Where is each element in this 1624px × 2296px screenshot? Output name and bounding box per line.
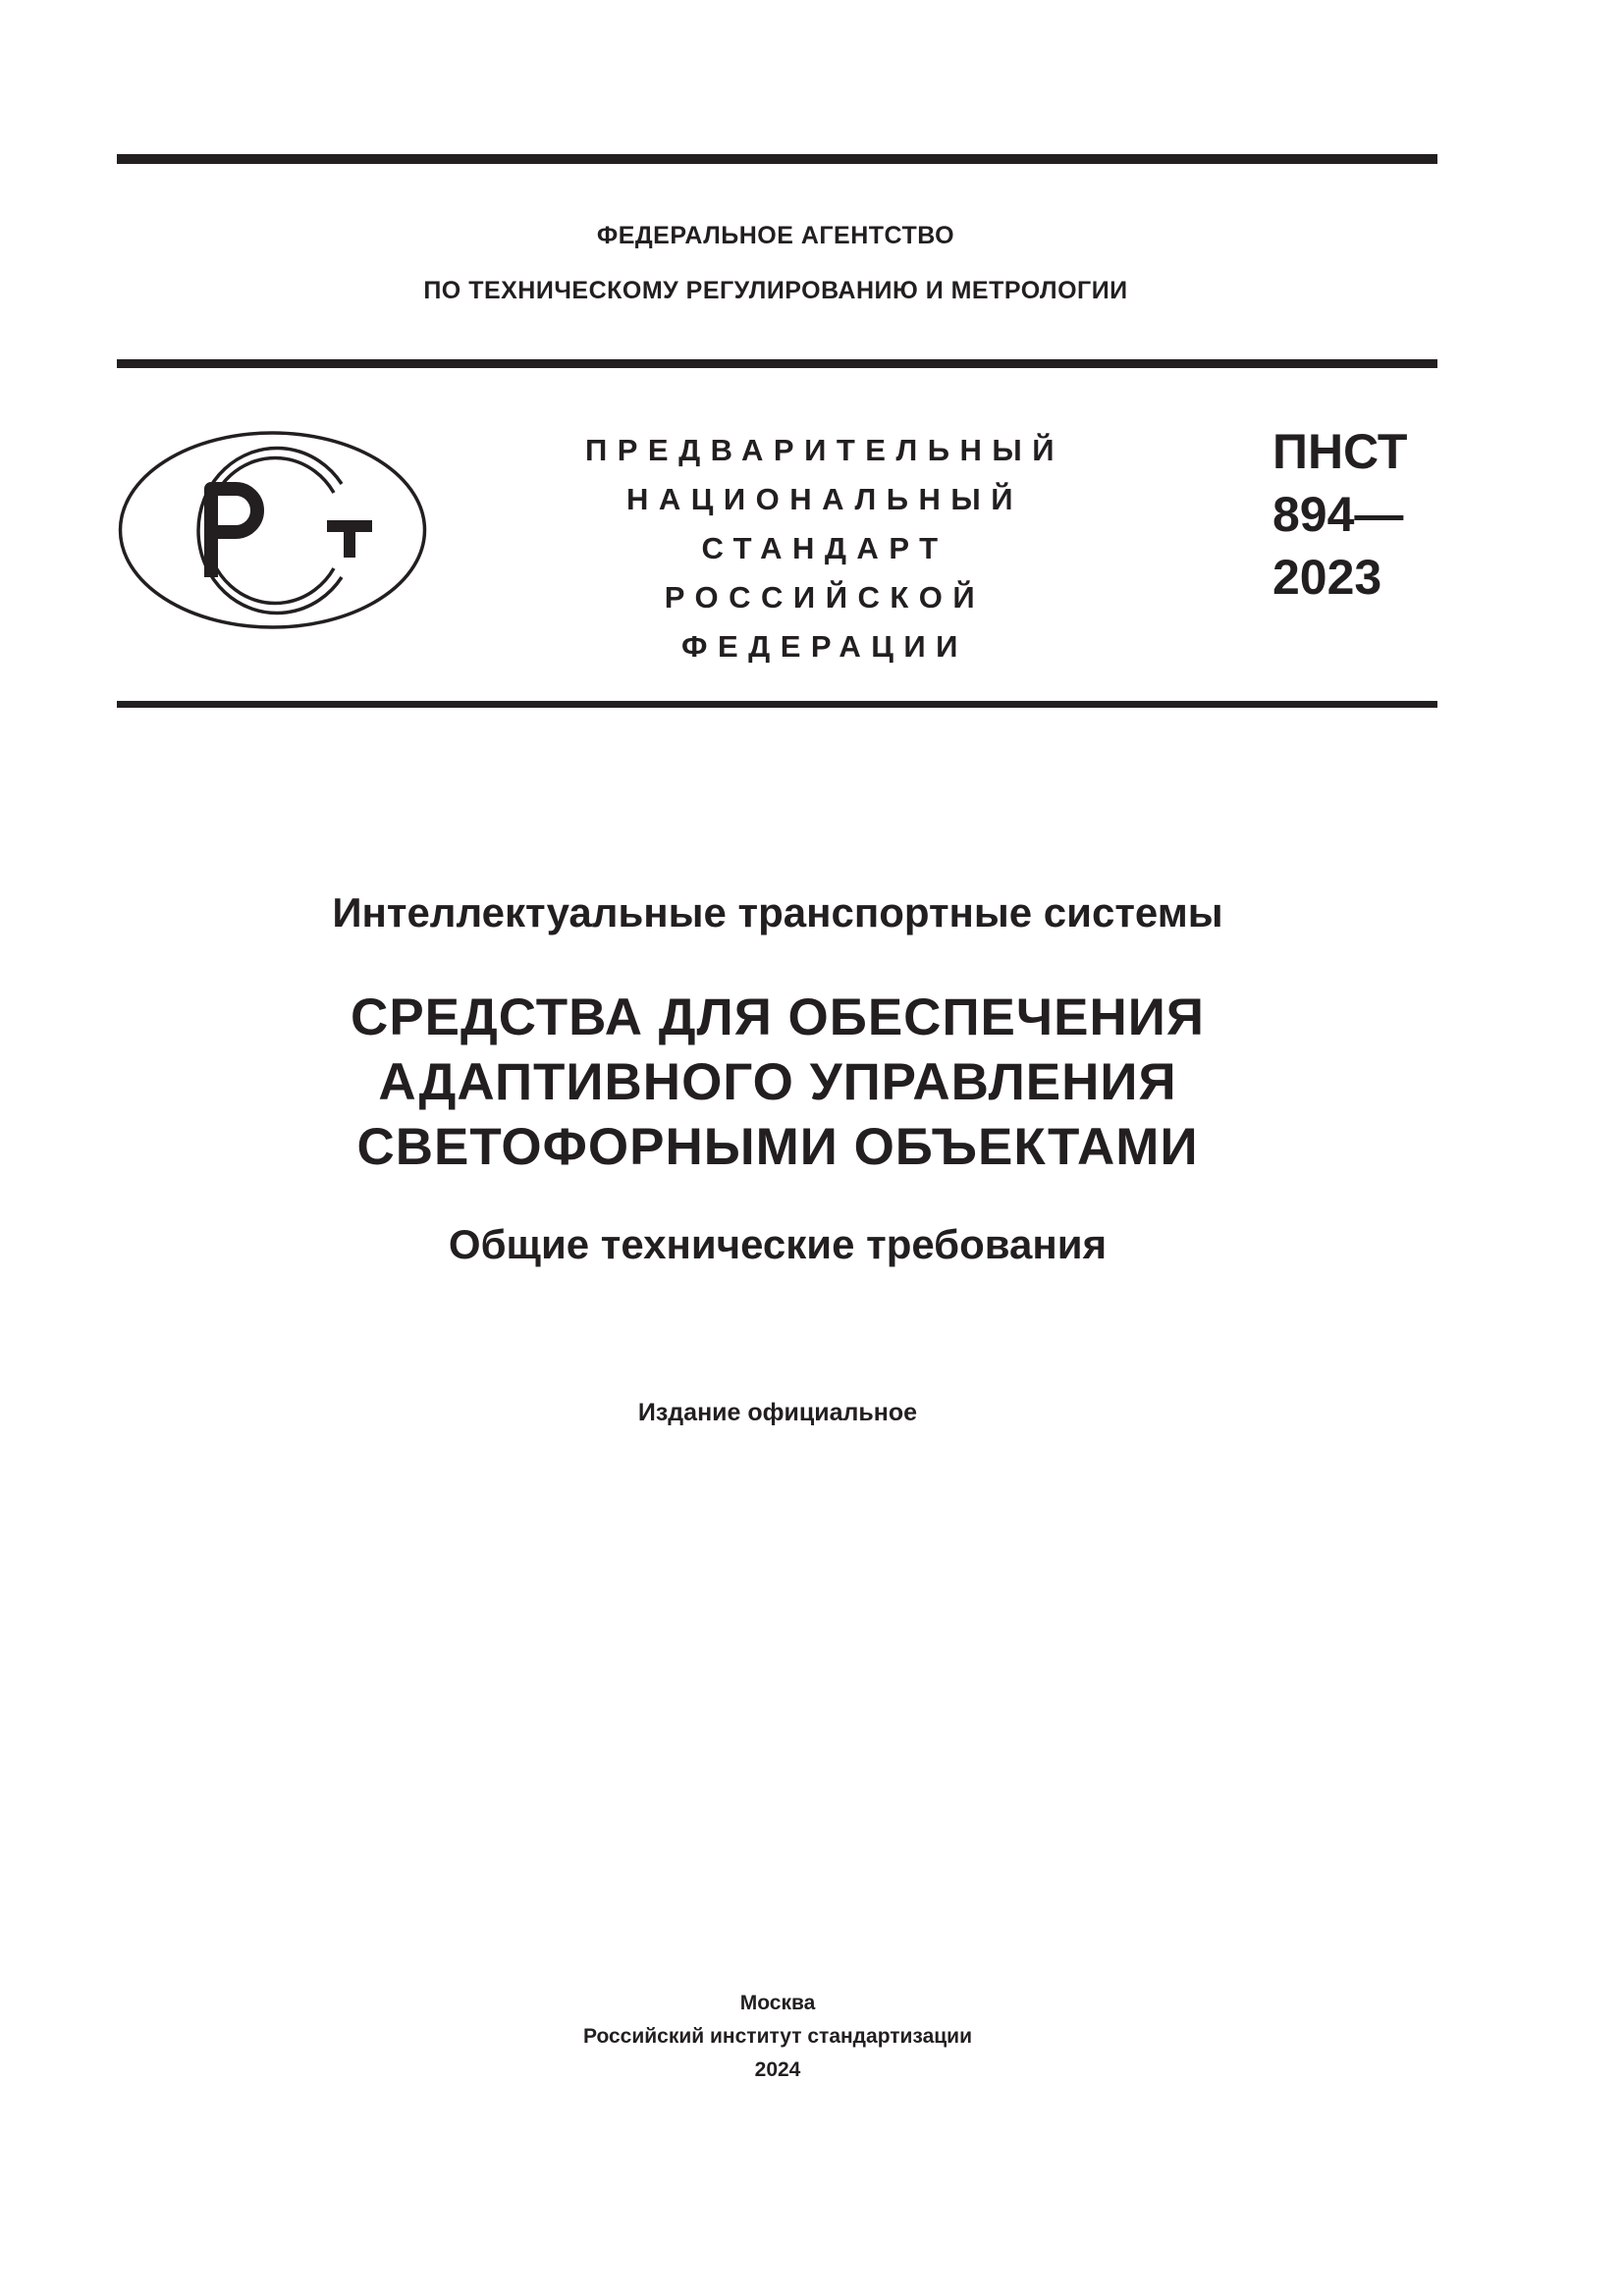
document-title-line: СВЕТОФОРНЫМИ ОБЪЕКТАМИ	[356, 1118, 1199, 1176]
header-divider	[117, 359, 1437, 368]
standard-type-line: ПРЕДВАРИТЕЛЬНЫЙ	[584, 433, 1065, 467]
top-divider	[117, 154, 1437, 164]
imprint-city: Москва	[739, 1992, 816, 2014]
imprint	[0, 1987, 1555, 2087]
document-title	[0, 986, 1555, 1180]
agency-name-line-1: ФЕДЕРАЛЬНОЕ АГЕНТСТВО	[596, 222, 955, 249]
imprint-publisher: Российский институт стандартизации	[582, 2025, 973, 2048]
gost-r-emblem-icon	[118, 430, 427, 630]
document-title-line: АДАПТИВНОГО УПРАВЛЕНИЯ	[378, 1053, 1177, 1111]
standard-type-line: ФЕДЕРАЦИИ	[681, 629, 968, 664]
standard-code-line: ПНСТ	[1272, 424, 1408, 479]
standard-type-line: НАЦИОНАЛЬНЫЙ	[625, 482, 1024, 516]
standard-type-line: СТАНДАРТ	[701, 531, 948, 565]
document-title-line: СРЕДСТВА ДЛЯ ОБЕСПЕЧЕНИЯ	[351, 988, 1205, 1046]
standard-divider	[117, 701, 1437, 708]
imprint-year: 2024	[754, 2058, 801, 2081]
standard-code	[1272, 420, 1407, 609]
document-series: Интеллектуальные транспортные системы	[332, 889, 1223, 935]
standard-type-title	[511, 426, 1139, 671]
agency-name-line-2: ПО ТЕХНИЧЕСКОМУ РЕГУЛИРОВАНИЮ И МЕТРОЛОГИИ	[423, 277, 1128, 304]
standard-type-line: РОССИЙСКОЙ	[664, 580, 986, 614]
standard-code-line: 2023	[1272, 550, 1382, 605]
edition-note: Издание официальное	[637, 1399, 918, 1426]
standard-code-line: 894—	[1272, 487, 1404, 542]
document-subtitle: Общие технические требования	[448, 1221, 1108, 1267]
